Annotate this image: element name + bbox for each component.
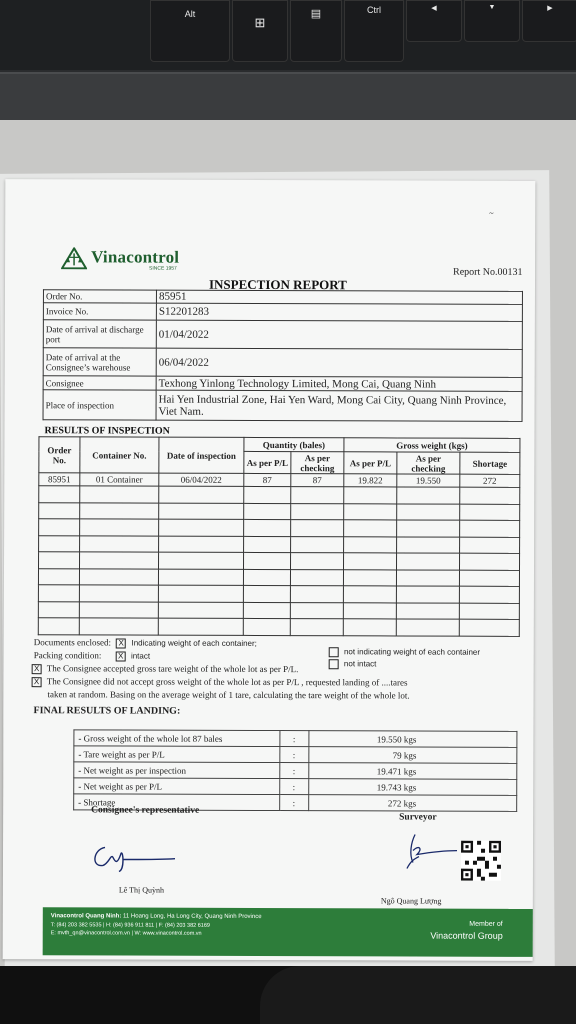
row-dash: - — [78, 732, 82, 743]
not-accepted-checkbox[interactable]: X — [32, 677, 42, 687]
packing-intact-label: intact — [130, 651, 151, 661]
final-row — [74, 746, 517, 764]
info-value: 06/04/2022 — [156, 348, 522, 377]
order-info-table — [43, 289, 523, 422]
cell-container: 01 Container — [80, 473, 159, 486]
cell-qty-check: 87 — [291, 474, 344, 487]
brand-since: SINCE 1957 — [149, 265, 177, 272]
final-label: Gross weight of the whole lot 87 bales — [83, 732, 223, 744]
cell-shortage: 272 — [460, 474, 520, 487]
accepted-text: The Consignee accepted gross tare weight of the whole lot as per P/L. — [46, 663, 299, 675]
cell-qty-pl: 87 — [244, 473, 291, 486]
inspection-report-page — [3, 179, 536, 961]
info-value: Hai Yen Industrial Zone, Hai Yen Ward, Mong Cai City, Quang Ninh Province, Viet Nam. — [156, 390, 522, 421]
cell-order: 85951 — [39, 473, 80, 486]
info-label: Invoice No. — [43, 303, 156, 320]
footer-member-of: Member of — [469, 920, 503, 928]
table-row-empty — [39, 552, 520, 570]
packing-not-intact-row — [326, 658, 377, 669]
footer-band — [43, 907, 533, 957]
info-label: Date of arrival at discharge port — [43, 320, 156, 348]
alt-key-label: Alt — [184, 9, 196, 19]
table-row-empty — [38, 585, 519, 603]
docs-not-indicating-checkbox[interactable] — [329, 647, 339, 657]
table-row-empty — [39, 502, 520, 520]
info-value: S12201283 — [156, 303, 522, 321]
left-arrow-icon: ◀ — [431, 5, 437, 12]
menu-icon: ▤ — [310, 8, 322, 20]
footer-address-line — [51, 913, 262, 920]
final-results-table — [73, 729, 517, 812]
final-value: 272 kgs — [308, 795, 517, 812]
footer-phones: T: (84) 203 382 5535 | H: (84) 936 911 811 | F: (84) 203 382 6169 — [50, 922, 210, 929]
info-value: 85951 — [156, 290, 522, 304]
documents-label: Documents enclosed: — [33, 637, 111, 648]
final-colon: : — [280, 795, 309, 811]
qr-code-icon — [461, 841, 501, 881]
docs-indicating-checkbox[interactable]: X — [116, 638, 126, 648]
docs-indicating-label: Indicating weight of each container; — [131, 638, 257, 648]
not-accepted-text: The Consignee did not accept gross weight of the whole lot as per P/L , requested landing of ....tares — [46, 676, 408, 688]
left-arrow-key[interactable] — [406, 0, 462, 42]
info-row — [43, 320, 522, 350]
col-quantity: Quantity (bales) — [244, 437, 344, 451]
report-number: Report No.00131 — [453, 266, 523, 278]
brand-name: Vinacontrol — [91, 247, 180, 267]
consignee-signature — [89, 839, 179, 873]
col-container: Container No. — [80, 437, 159, 473]
qr-code — [461, 841, 501, 881]
corner-mark: ~ — [489, 208, 494, 218]
row-dash: - — [78, 748, 82, 759]
footer-group-name: Vinacontrol Group — [430, 930, 503, 941]
col-order: Order No. — [39, 437, 80, 473]
footer-web: E: mvth_qn@vinacontrol.com.vn | W: www.vinacontrol.com.vn — [50, 930, 202, 937]
packing-intact-checkbox[interactable]: X — [116, 651, 126, 661]
windows-key[interactable] — [232, 0, 288, 62]
keyboard — [0, 0, 576, 120]
final-colon: : — [280, 747, 309, 763]
documents-enclosed-row — [34, 637, 257, 649]
info-value: Texhong Yinlong Technology Limited, Mong Cai, Quang Ninh — [156, 376, 522, 391]
final-colon: : — [280, 763, 309, 779]
final-results-heading: FINAL RESULTS OF LANDING: — [33, 705, 181, 717]
cell-gw-pl: 19.822 — [344, 474, 397, 487]
consignee-not-accepted-row — [32, 676, 408, 688]
docs-not-indicating-row — [326, 646, 480, 657]
col-gw-pl: As per P/L — [344, 452, 397, 474]
table-row-empty — [39, 535, 520, 553]
table-row-empty — [39, 486, 520, 504]
final-label: Shortage — [83, 796, 116, 807]
footer-address: 11 Hoang Long, Ha Long City, Quang Ninh Province — [123, 913, 262, 920]
ctrl-key-label: Ctrl — [367, 5, 381, 15]
row-dash: - — [78, 780, 82, 791]
floor-shoe — [260, 966, 576, 1024]
cell-gw-check: 19.550 — [397, 474, 460, 487]
table-row-empty — [38, 568, 519, 586]
col-gw-check: As per checking — [397, 452, 460, 474]
table-row-empty — [39, 519, 520, 537]
final-row — [74, 730, 517, 748]
not-accepted-text-cont: taken at random. Basing on the average weight of 1 tare, calculating the tare weight of the whole lot. — [47, 689, 410, 701]
down-arrow-icon: ▼ — [488, 4, 496, 11]
right-arrow-icon: ▶ — [547, 5, 553, 12]
table-header-row — [39, 437, 520, 453]
info-label: Date of arrival at the Consignee’s warehouse — [43, 348, 156, 376]
final-colon: : — [280, 731, 309, 747]
final-label: Tare weight as per P/L — [83, 748, 165, 760]
docs-not-indicating-label: not indicating weight of each container — [343, 647, 481, 657]
row-dash: - — [78, 764, 82, 775]
windows-icon: ⊞ — [254, 15, 266, 30]
col-shortage: Shortage — [460, 452, 520, 474]
menu-key[interactable] — [290, 0, 342, 62]
col-qty-check: As per checking — [291, 452, 344, 474]
table-row-empty — [38, 601, 519, 619]
info-row — [43, 303, 522, 322]
down-arrow-key[interactable] — [464, 0, 520, 42]
final-value: 79 kgs — [308, 747, 517, 764]
final-value: 19.550 kgs — [308, 731, 517, 748]
packing-not-intact-label: not intact — [343, 659, 377, 669]
cell-date: 06/04/2022 — [159, 473, 244, 486]
row-dash: - — [78, 796, 82, 807]
info-row — [43, 390, 522, 422]
consignee-representative-label: Consignee's representative — [91, 805, 200, 816]
info-label: Place of inspection — [43, 390, 156, 420]
packing-label: Packing condition: — [33, 650, 102, 661]
footer-company: Vinacontrol Quang Ninh: — [50, 913, 122, 920]
keyboard-edge — [0, 72, 576, 120]
consignee-accepted-row — [32, 663, 299, 675]
info-row — [43, 348, 522, 378]
table-row-empty — [38, 618, 519, 636]
surveyor-label: Surveyor — [399, 812, 437, 823]
final-value: 19.471 kgs — [308, 763, 517, 780]
right-arrow-key[interactable] — [522, 0, 576, 42]
packing-condition-row — [34, 650, 150, 661]
info-label: Order No. — [43, 290, 156, 303]
final-row — [74, 778, 517, 796]
final-label: Net weight as per inspection — [83, 764, 187, 776]
ctrl-key[interactable] — [344, 0, 404, 62]
alt-key[interactable] — [150, 0, 230, 62]
scales-logo-icon — [61, 247, 87, 269]
consignee-signer-name: Lê Thị Quỳnh — [118, 885, 165, 895]
col-gross-weight: Gross weight (kgs) — [344, 438, 520, 453]
accepted-checkbox[interactable]: X — [32, 664, 42, 674]
results-heading: RESULTS OF INSPECTION — [44, 425, 170, 437]
final-colon: : — [280, 779, 309, 795]
col-date: Date of inspection — [159, 437, 244, 473]
inspection-results-table — [38, 436, 521, 636]
final-row — [74, 762, 517, 780]
info-value: 01/04/2022 — [156, 320, 522, 349]
report-title: INSPECTION REPORT — [208, 276, 347, 293]
col-qty-pl: As per P/L — [244, 451, 291, 473]
surveyor-signer-name: Ngô Quang Lượng — [380, 896, 442, 906]
info-label: Consignee — [43, 376, 156, 390]
surveyor-signature — [399, 830, 459, 870]
final-label: Net weight as per P/L — [83, 780, 162, 792]
final-value: 19.743 kgs — [308, 779, 517, 796]
packing-not-intact-checkbox[interactable] — [329, 659, 339, 669]
